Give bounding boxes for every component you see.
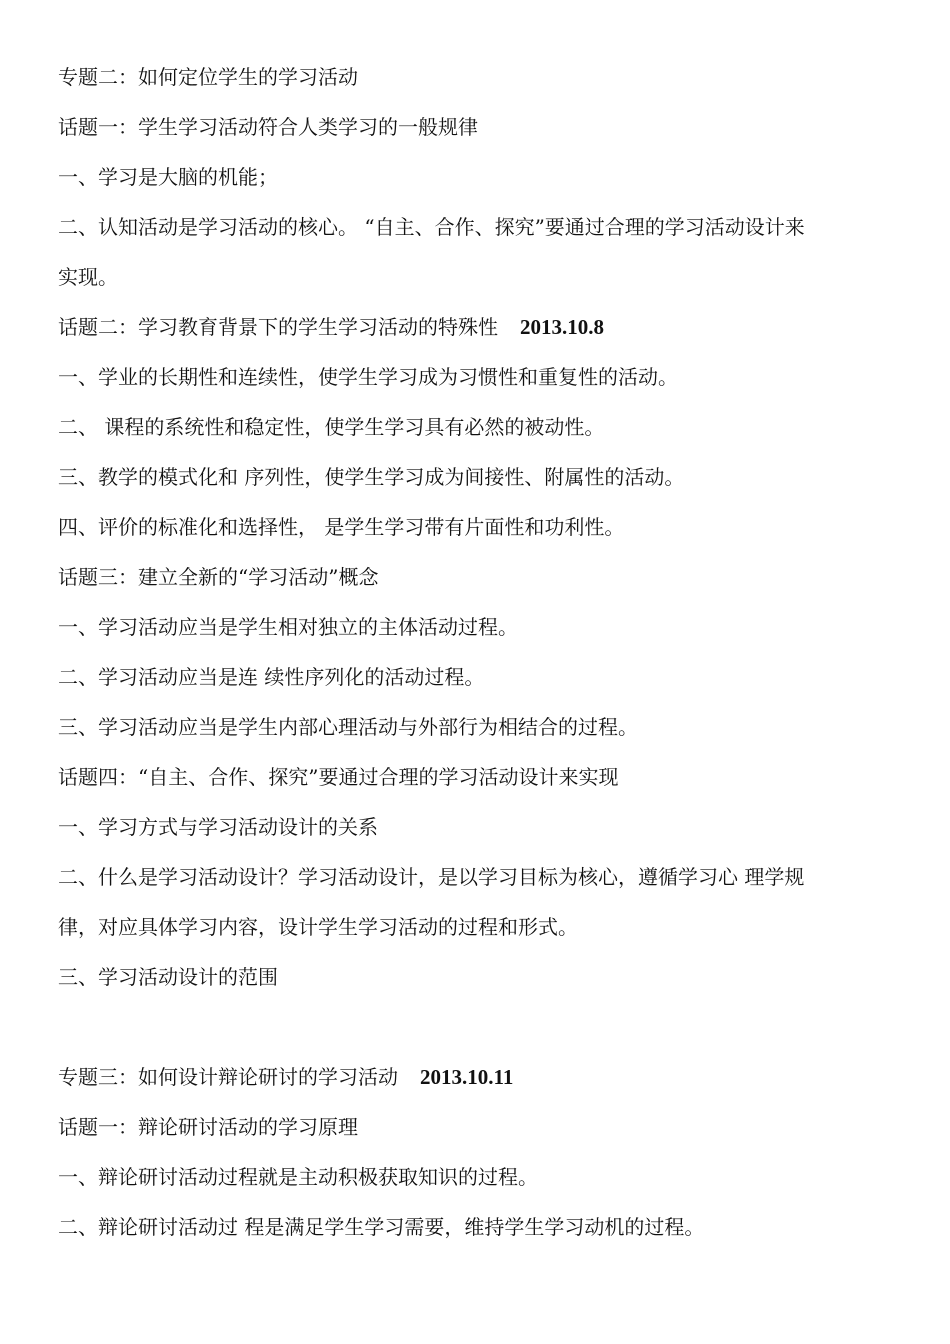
line-text: 二、辩论研讨活动过 程是满足学生学习需要，维持学生学习动机的过程。 (58, 1215, 705, 1239)
line-text: 一、辩论研讨活动过程就是主动积极获取知识的过程。 (58, 1165, 538, 1189)
line-text: 一、学习方式与学习活动设计的关系 (58, 815, 378, 839)
subheading-2-4 (58, 762, 898, 792)
line-text: 三、学习活动应当是学生内部心理活动与外部行为相结合的过程。 (58, 715, 638, 739)
line-text: 话题二：学习教育背景下的学生学习活动的特殊性 (58, 315, 498, 339)
line-text: 二、 课程的系统性和稳定性，使学生学习具有必然的被动性。 (58, 415, 605, 439)
paragraph-line (58, 712, 898, 742)
paragraph-line (58, 212, 898, 242)
line-text: 四、评价的标准化和选择性， 是学生学习带有片面性和功利性。 (58, 515, 625, 539)
line-text: 专题二：如何定位学生的学习活动 (58, 65, 358, 89)
subheading-2-2 (58, 312, 898, 342)
line-text: 一、学习活动应当是学生相对独立的主体活动过程。 (58, 615, 518, 639)
line-text: 专题三：如何设计辩论研讨的学习活动 (58, 1065, 398, 1089)
paragraph-line (58, 262, 898, 292)
paragraph-line (58, 1212, 898, 1242)
line-text: 一、学习是大脑的机能； (58, 165, 278, 189)
paragraph-line (58, 362, 898, 392)
subheading-3-1 (58, 1112, 898, 1142)
line-text: 二、认知活动是学习活动的核心。 “自主、合作、探究”要通过合理的学习活动设计来 (58, 215, 805, 239)
paragraph-line (58, 612, 898, 642)
line-text: 话题一：辩论研讨活动的学习原理 (58, 1115, 358, 1139)
paragraph-line (58, 662, 898, 692)
heading-topic-2 (58, 62, 898, 92)
line-text: 实现。 (58, 265, 118, 289)
line-text: 律，对应具体学习内容，设计学生学习活动的过程和形式。 (58, 915, 578, 939)
line-text: 话题三：建立全新的“学习活动”概念 (58, 565, 379, 589)
heading-topic-3 (58, 1062, 898, 1092)
paragraph-line (58, 912, 898, 942)
line-text: 话题四：“自主、合作、探究”要通过合理的学习活动设计来实现 (58, 765, 619, 789)
line-text: 话题一：学生学习活动符合人类学习的一般规律 (58, 115, 478, 139)
paragraph-line (58, 862, 898, 892)
paragraph-line (58, 1162, 898, 1192)
line-text: 一、学业的长期性和连续性，使学生学习成为习惯性和重复性的活动。 (58, 365, 678, 389)
line-text: 二、什么是学习活动设计？学习活动设计，是以学习目标为核心，遵循学习心 理学规 (58, 865, 805, 889)
paragraph-line (58, 512, 898, 542)
line-text: 三、教学的模式化和 序列性，使学生学习成为间接性、附属性的活动。 (58, 465, 685, 489)
line-text: 三、学习活动设计的范围 (58, 965, 278, 989)
subheading-2-1 (58, 112, 898, 142)
line-text: 二、学习活动应当是连 续性序列化的活动过程。 (58, 665, 485, 689)
paragraph-line (58, 462, 898, 492)
paragraph-line (58, 962, 898, 992)
subheading-2-3 (58, 562, 898, 592)
date-stamp: 2013.10.8 (520, 315, 604, 339)
paragraph-line (58, 162, 898, 192)
paragraph-line (58, 412, 898, 442)
paragraph-line (58, 812, 898, 842)
date-stamp: 2013.10.11 (420, 1065, 514, 1089)
